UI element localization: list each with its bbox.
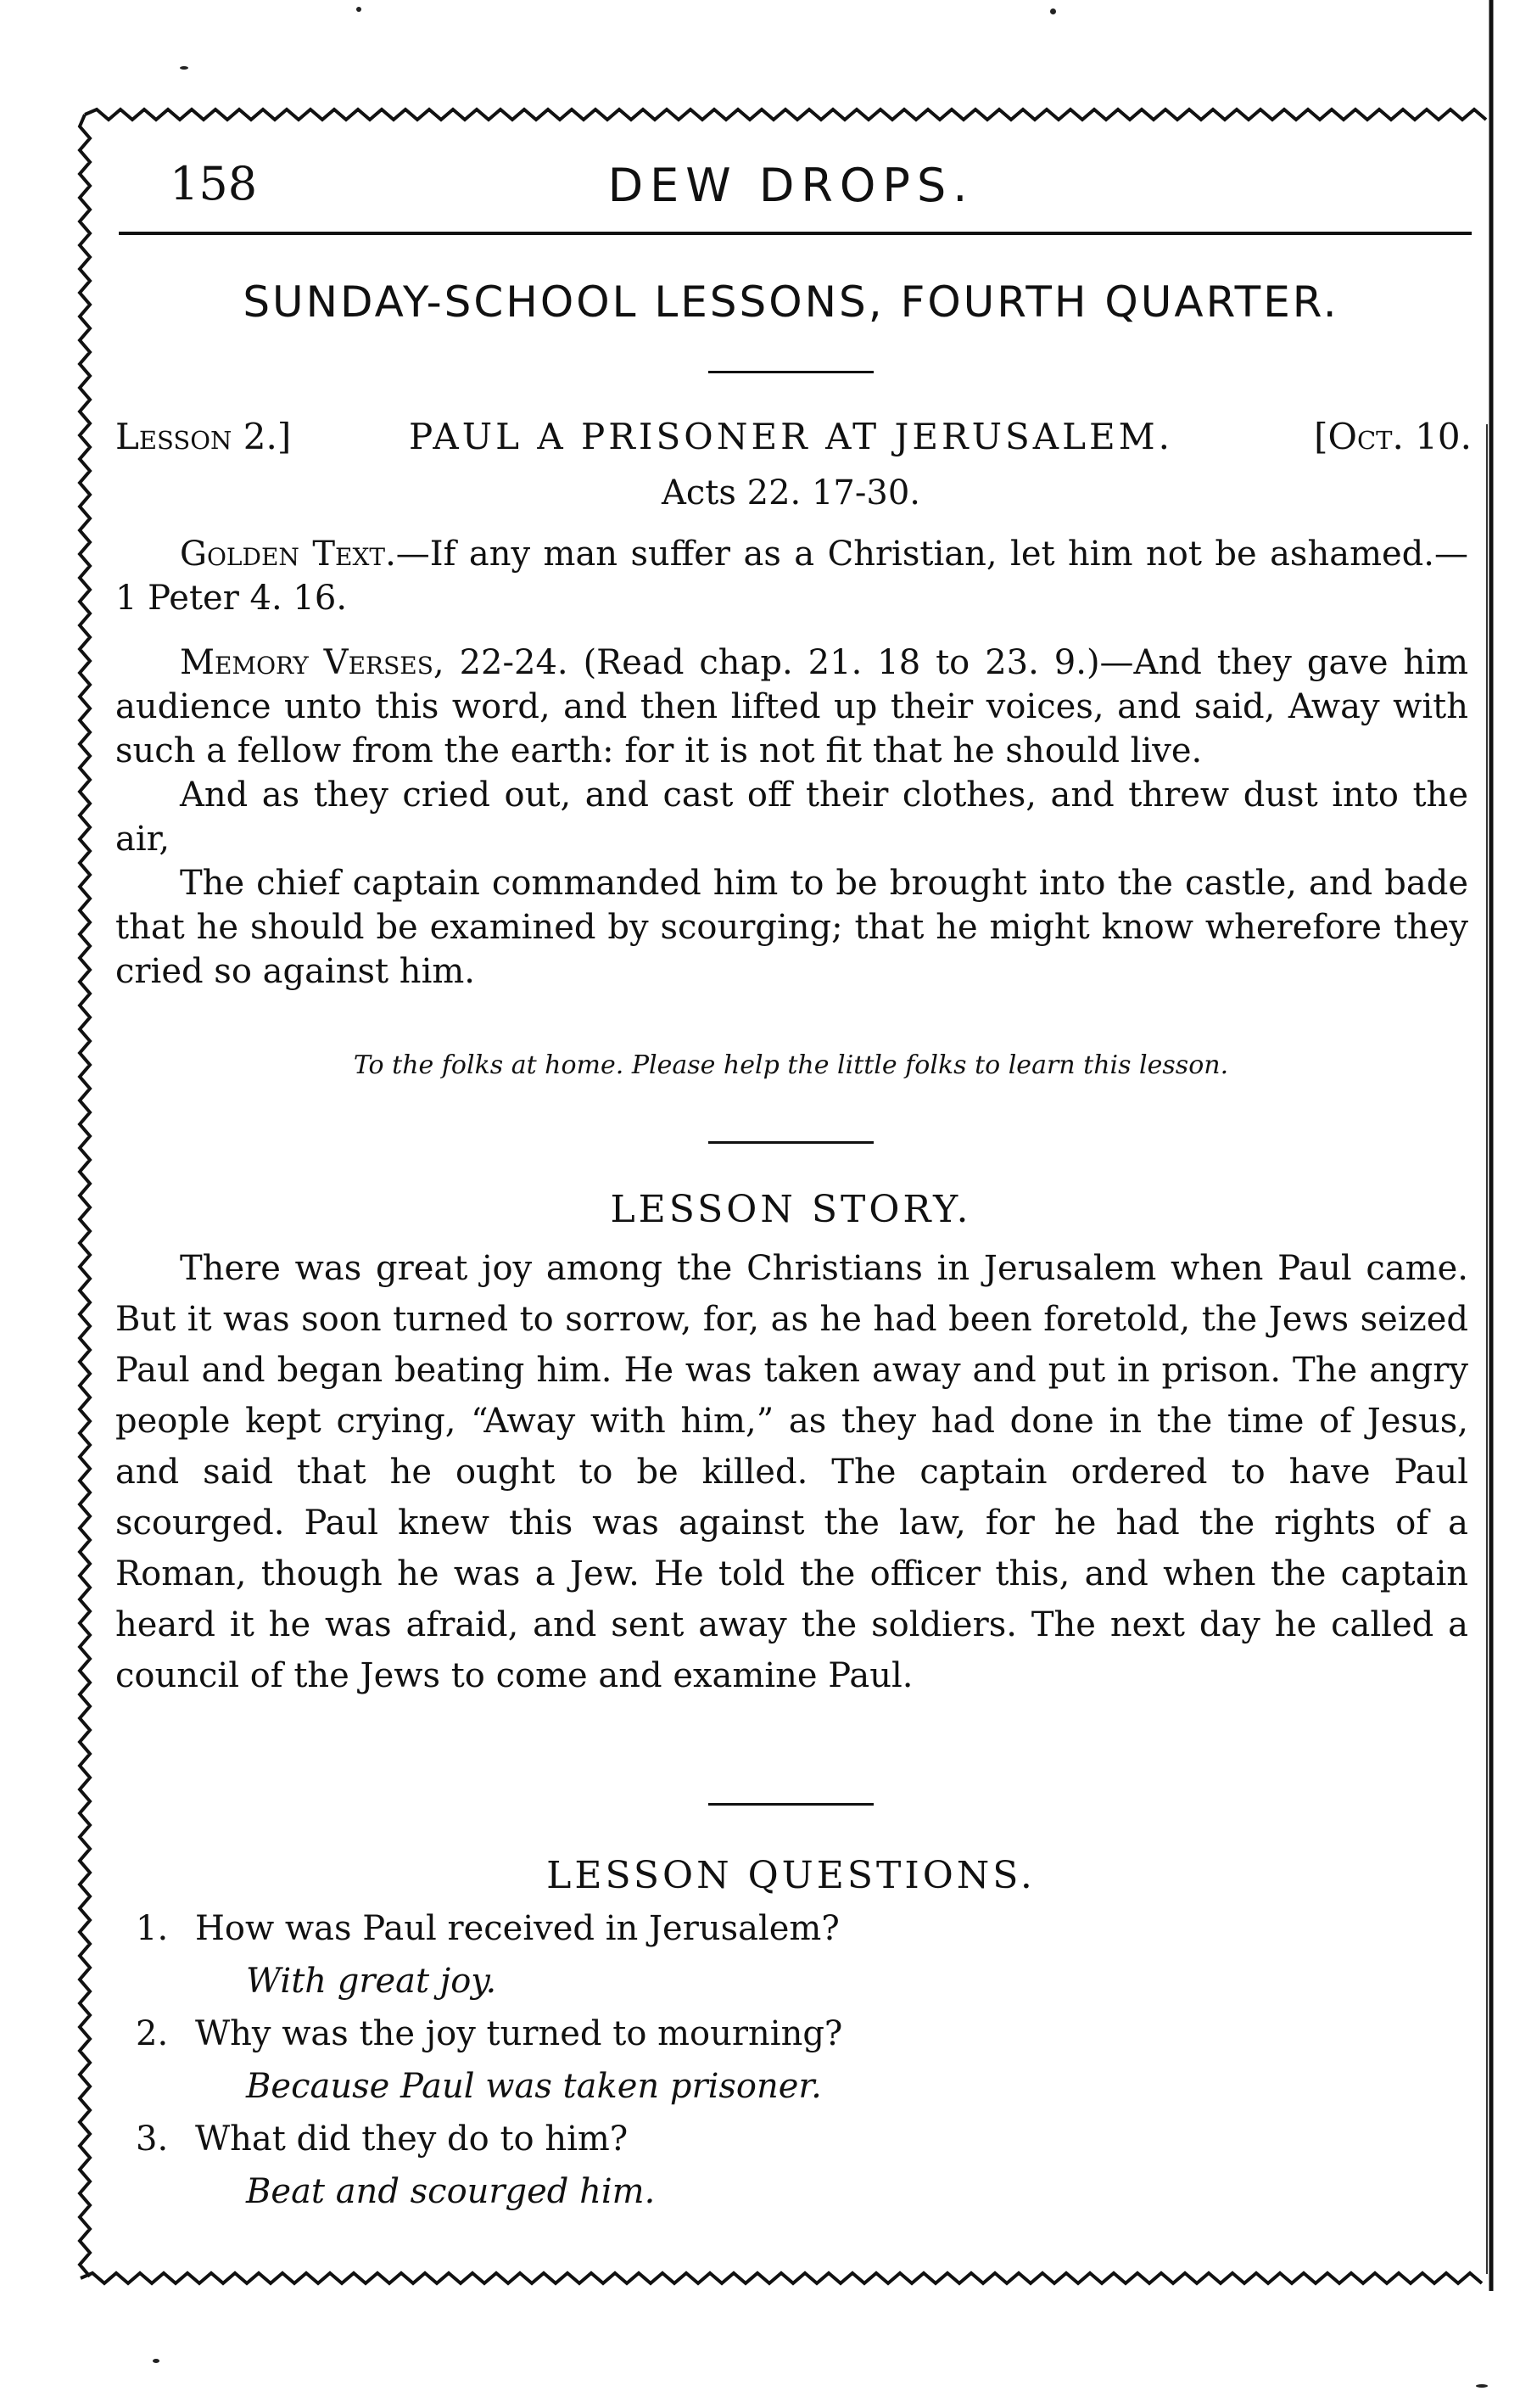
scan-speck	[1050, 8, 1056, 14]
memory-verse-1: 22-24. (Read chap. 21. 18 to 23. 9.)—And they gave him audience unto this word, and then lifted up their voices, and said, Away with such a fellow from the earth: for it is not fit that he should live.	[115, 643, 1469, 770]
golden-text-label: Golden Text.	[180, 535, 396, 574]
memory-verse-3: The chief captain commanded him to be brought into the castle, and bade that he should be examined by scourging; that he might know wherefore they cried so against him.	[115, 864, 1468, 991]
scan-speck	[356, 7, 361, 12]
story-text: There was great joy among the Christians in Jerusalem when Paul came. But it was soon turned to sorrow, for, as he had been foretold, the Jews seized Paul and began beating him. He was taken away and put in prison. The angry people kept crying, “Away with him,” as they had done in the time of Jesus, and said that he ought to be killed. The captain ordered to have Paul scourged. Paul knew this was against the law, for he had the rights of a Roman, though he was a Jew. He told the officer this, and when the captain heard it he was afraid, and sent away the soldiers. The next day he called a council of the Jews to come and examine Paul.	[115, 1249, 1468, 1695]
answer-text: Beat and scourged him.	[246, 2172, 656, 2211]
questions-heading: LESSON QUESTIONS.	[546, 1854, 1036, 1897]
page-content	[110, 148, 1472, 2261]
divider-rule	[708, 1803, 874, 1806]
question-number: 1.	[136, 1909, 169, 1948]
top-border-wave	[85, 109, 1486, 120]
scan-speck	[180, 66, 188, 70]
left-border-wave	[80, 115, 90, 2276]
lesson-number: Lesson 2.]	[115, 416, 292, 457]
divider-rule	[708, 1141, 874, 1144]
bottom-border-wave	[81, 2273, 1482, 2283]
lesson-title: PAUL A PRISONER AT JERUSALEM.	[408, 416, 1174, 457]
running-title: DEW DROPS.	[607, 159, 975, 212]
lesson-line	[110, 416, 1472, 467]
scan-speck	[153, 2359, 159, 2363]
answer-text: Because Paul was taken prisoner.	[246, 2067, 822, 2106]
memory-verses	[115, 641, 1468, 994]
page-number: 158	[170, 157, 258, 210]
scripture-reference: Acts 22. 17-30.	[662, 473, 920, 512]
lesson-story	[115, 1243, 1468, 1701]
memory-verse-2: And as they cried out, and cast off their clothes, and threw dust into the air,	[115, 776, 1468, 859]
answer-text: With great joy.	[246, 1962, 497, 2001]
question-number: 2.	[136, 2014, 169, 2053]
story-heading: LESSON STORY.	[610, 1188, 972, 1231]
page-header	[110, 148, 1472, 225]
note-to-parents: To the folks at home. Please help the little folks to learn this lesson.	[353, 1050, 1229, 1080]
golden-text-body: —If any man suffer as a Christian, let him not be ashamed.— 1 Peter 4. 16.	[115, 535, 1468, 618]
golden-text	[115, 532, 1468, 620]
question-text: What did they do to him?	[195, 2120, 629, 2159]
header-rule	[119, 232, 1472, 235]
question-number: 3.	[136, 2120, 169, 2159]
scan-speck	[1476, 2384, 1488, 2388]
divider-rule	[708, 371, 874, 373]
question-text: How was Paul received in Jerusalem?	[195, 1909, 840, 1948]
memory-verses-label: Memory Verses,	[180, 643, 444, 682]
main-heading: SUNDAY-SCHOOL LESSONS, FOURTH QUARTER.	[243, 277, 1339, 327]
lesson-date: [Oct. 10.	[1314, 416, 1472, 457]
question-text: Why was the joy turned to mourning?	[195, 2014, 843, 2053]
